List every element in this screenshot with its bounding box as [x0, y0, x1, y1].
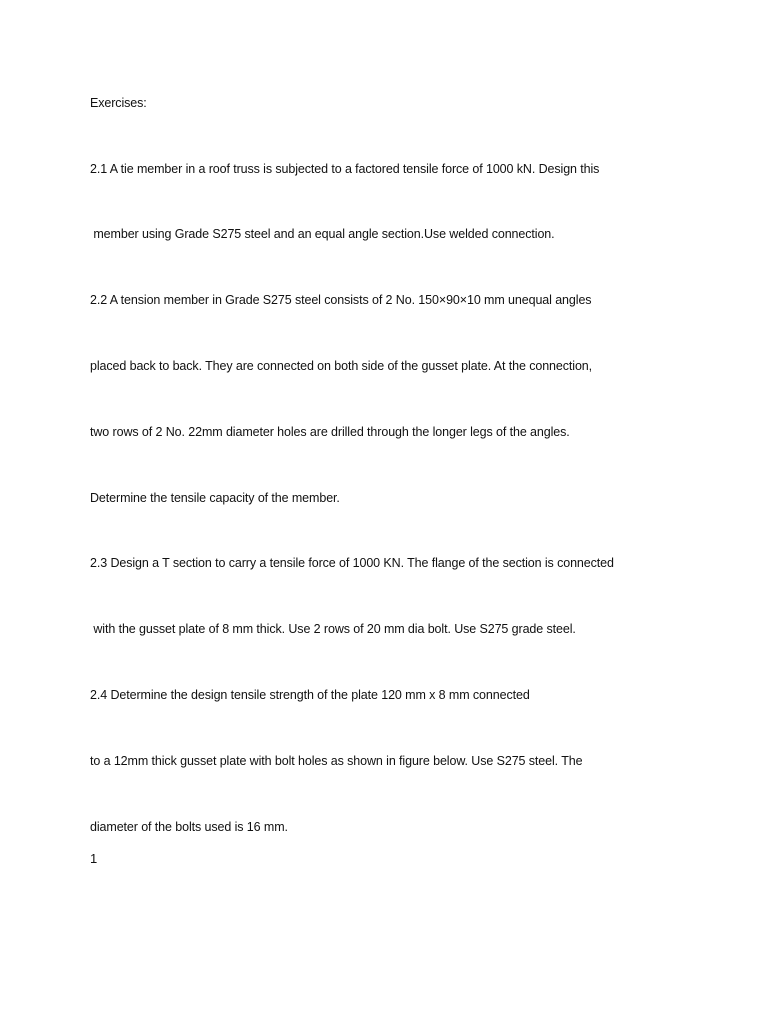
exercise-2-2-line-1: 2.2 A tension member in Grade S275 steel consists of 2 No. 150×90×10 mm unequal angles: [90, 293, 592, 307]
exercise-2-3-line-1: 2.3 Design a T section to carry a tensile force of 1000 KN. The flange of the section is connected: [90, 556, 614, 570]
exercise-2-4-line-1: 2.4 Determine the design tensile strength of the plate 120 mm x 8 mm connected: [90, 688, 530, 702]
exercise-2-1-line-1: 2.1 A tie member in a roof truss is subjected to a factored tensile force of 1000 kN. Design this: [90, 162, 600, 176]
exercise-2-3-line-2: with the gusset plate of 8 mm thick. Use 2 rows of 20 mm dia bolt. Use S275 grade steel.: [90, 622, 576, 636]
exercise-2-2-line-4: Determine the tensile capacity of the member.: [90, 491, 340, 505]
page-number: 1: [90, 851, 98, 866]
exercises-heading: Exercises:: [90, 96, 147, 110]
exercise-2-2-line-2: placed back to back. They are connected on both side of the gusset plate. At the connection,: [90, 359, 593, 373]
exercise-2-2-line-3: two rows of 2 No. 22mm diameter holes are drilled through the longer legs of the angles.: [90, 425, 570, 439]
exercise-2-4-line-3: diameter of the bolts used is 16 mm.: [90, 820, 288, 834]
exercise-2-1-line-2: member using Grade S275 steel and an equal angle section.Use welded connection.: [90, 227, 555, 241]
exercise-2-4-line-2: to a 12mm thick gusset plate with bolt holes as shown in figure below. Use S275 steel. The: [90, 754, 583, 768]
